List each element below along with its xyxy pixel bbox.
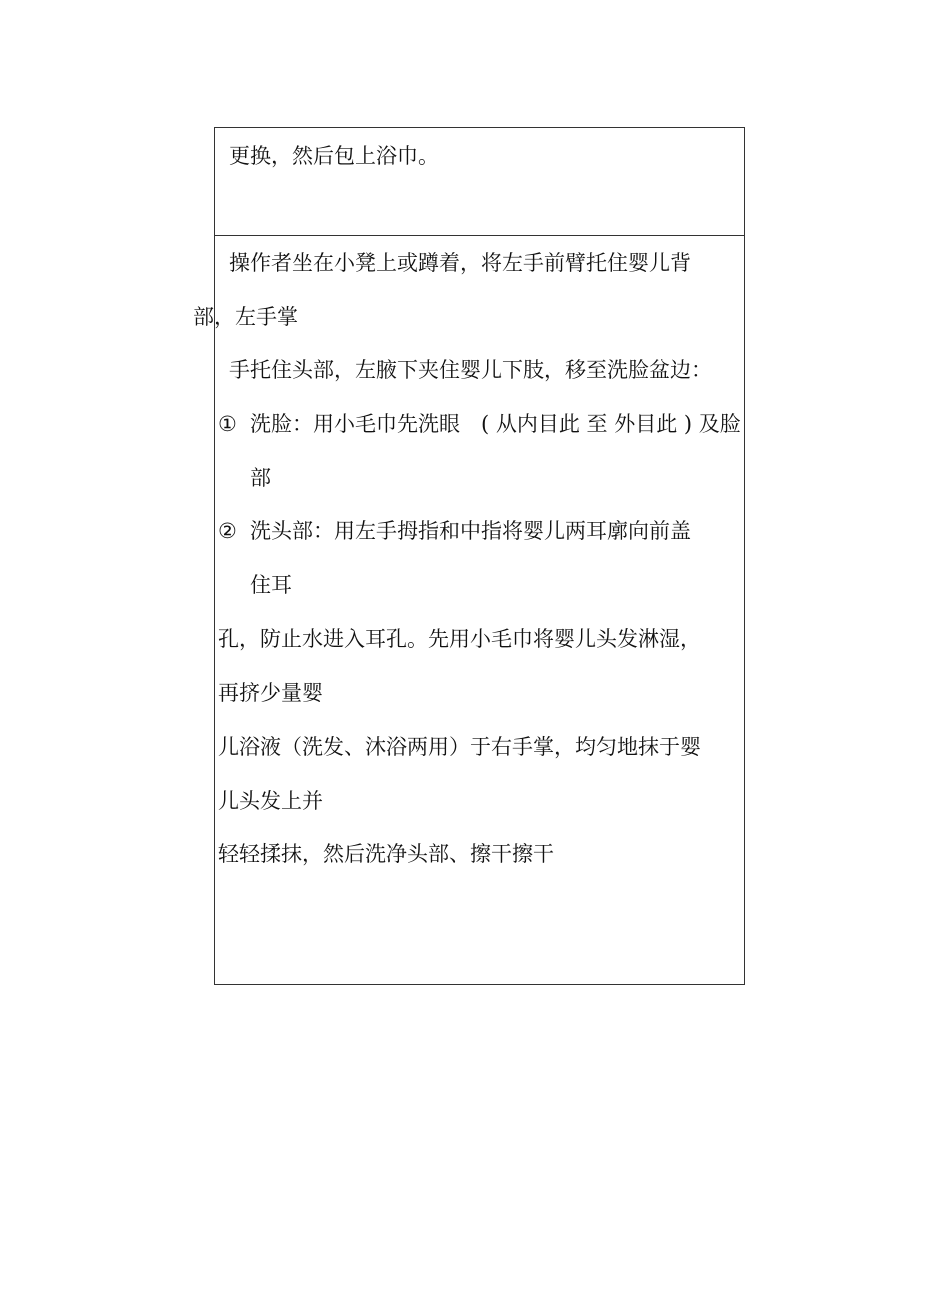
row-divider bbox=[214, 235, 745, 236]
cell2-line-2: 部，左手掌 bbox=[193, 305, 298, 329]
cell2-line-7: 儿头发上并 bbox=[218, 789, 323, 813]
list-item-2-line-1: 洗头部：用左手拇指和中指将婴儿两耳廓向前盖 bbox=[250, 519, 691, 543]
cell1-text: 更换，然后包上浴巾。 bbox=[229, 144, 439, 168]
list-item-1-line-2: 部 bbox=[250, 466, 271, 490]
cell2-line-4: 孔，防止水进入耳孔。先用小毛巾将婴儿头发淋湿， bbox=[218, 627, 701, 651]
list-marker-2: ② bbox=[218, 519, 237, 543]
list-item-2-line-2: 住耳 bbox=[250, 573, 292, 597]
cell2-line-1: 操作者坐在小凳上或蹲着，将左手前臂托住婴儿背 bbox=[229, 251, 691, 275]
cell2-line-8: 轻轻揉抹，然后洗净头部、擦干擦干 bbox=[218, 842, 554, 866]
list-item-1-line-1: 洗脸：用小毛巾先洗眼 ( 从内目此 至 外目此 ) 及脸 bbox=[250, 412, 741, 436]
cell2-line-6: 儿浴液（洗发、沐浴两用）于右手掌，均匀地抹于婴 bbox=[218, 735, 701, 759]
cell2-line-3: 手托住头部，左腋下夹住婴儿下肢，移至洗脸盆边： bbox=[229, 358, 712, 382]
list-marker-1: ① bbox=[218, 412, 237, 436]
cell2-line-5: 再挤少量婴 bbox=[218, 681, 323, 705]
